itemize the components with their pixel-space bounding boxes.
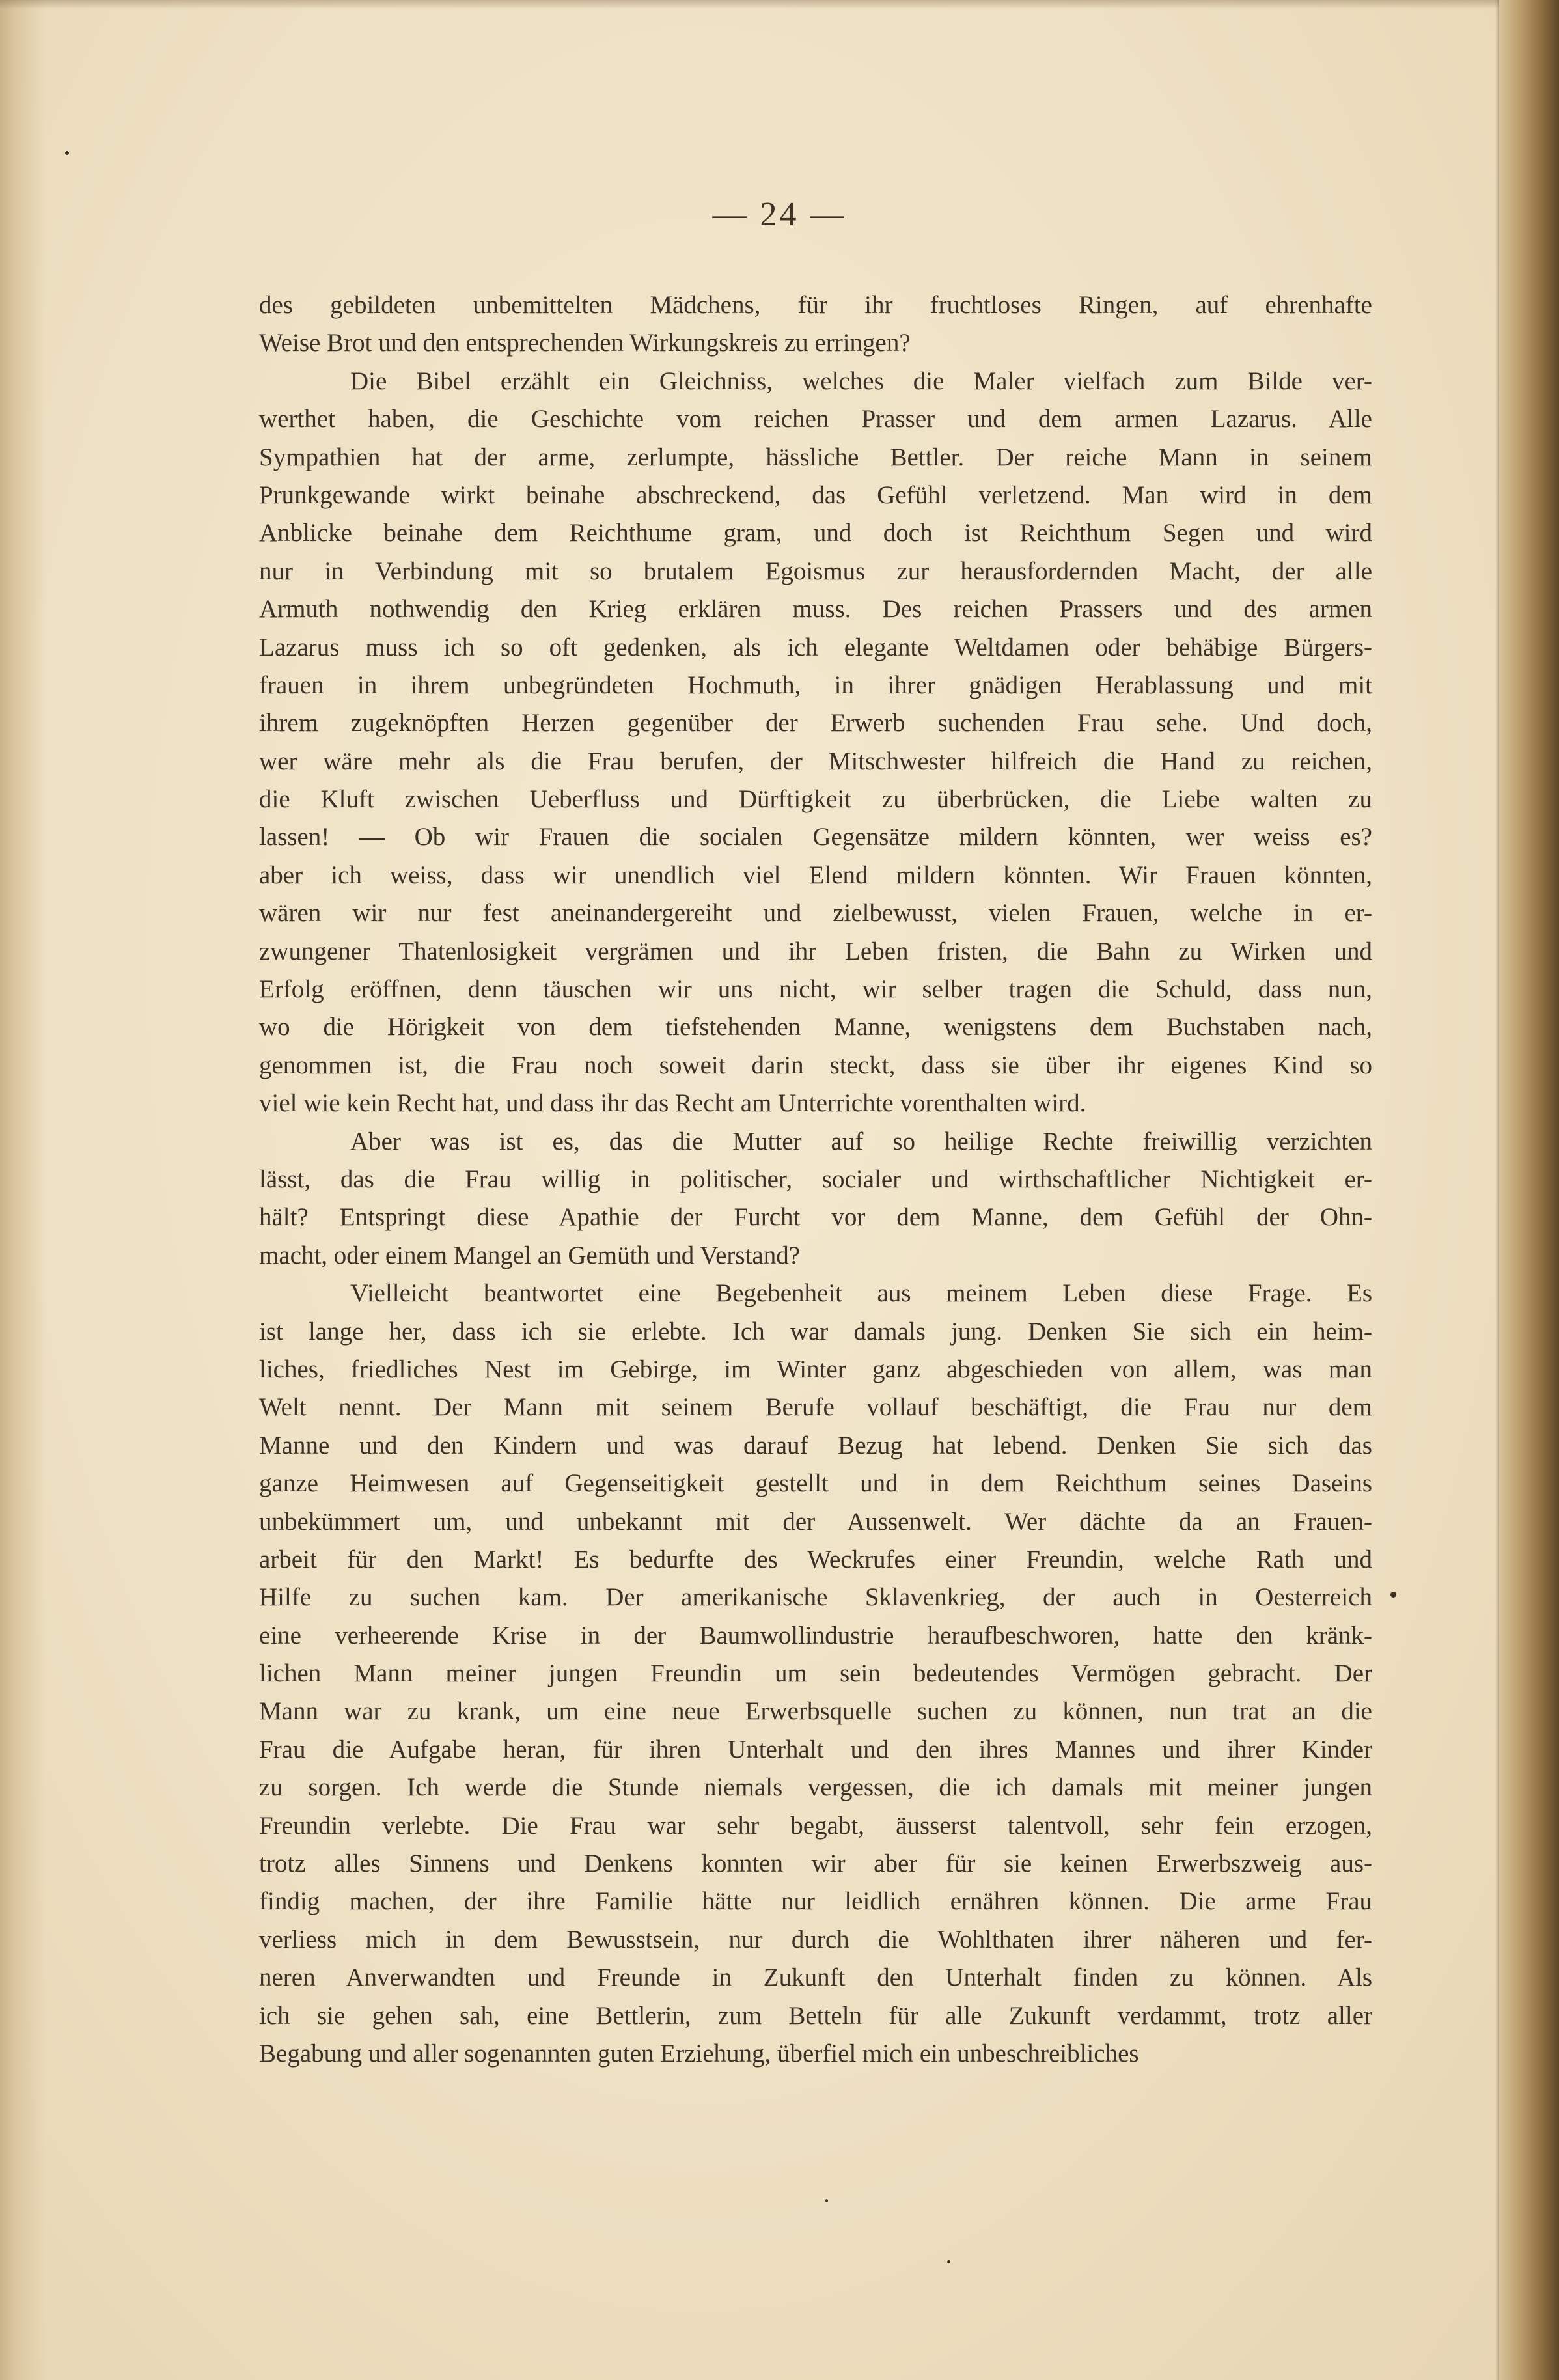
text-line: ich sie gehen sah, eine Bettlerin, zum Betteln für alle Zukunft verdammt, trotz aller: [259, 2001, 1372, 2030]
text-line: Mann war zu krank, um eine neue Erwerbsquelle suchen zu können, nun trat an die: [259, 1697, 1372, 1726]
text-line: eine verheerende Krise in der Baumwollindustrie heraufbeschworen, hatte den kränk-: [259, 1621, 1372, 1650]
text-line: macht, oder einem Mangel an Gemüth und Verstand?: [259, 1241, 801, 1269]
body-text: [259, 286, 1372, 2073]
text-line: trotz alles Sinnens und Denkens konnten wir aber für sie keinen Erwerbszweig aus-: [259, 1849, 1372, 1878]
paragraph: [259, 1275, 1372, 2073]
text-line: Hilfe zu suchen kam. Der amerikanische Sklavenkrieg, der auch in Oesterreich: [259, 1583, 1372, 1612]
text-line: lassen! — Ob wir Frauen die socialen Gegensätze mildern könnten, wer weiss es?: [259, 823, 1372, 851]
text-line: wer wäre mehr als die Frau berufen, der Mitschwester hilfreich die Hand zu reichen,: [259, 747, 1372, 775]
text-line: ihrem zugeknöpften Herzen gegenüber der Erwerb suchenden Frau sehe. Und doch,: [259, 709, 1372, 738]
text-line: frauen in ihrem unbegründeten Hochmuth, in ihrer gnädigen Herablassung und mit: [259, 671, 1372, 699]
text-line: ganze Heimwesen auf Gegenseitigkeit gestellt und in dem Reichthum seines Daseins: [259, 1469, 1372, 1498]
paper-speck: [947, 2260, 950, 2263]
text-line: verliess mich in dem Bewusstsein, nur durch die Wohlthaten ihrer näheren und fer-: [259, 1925, 1372, 1954]
text-line: Prunkgewande wirkt beinahe abschreckend, das Gefühl verletzend. Man wird in dem: [259, 480, 1372, 509]
book-page-edge: [1499, 0, 1559, 2380]
text-line: unbekümmert um, und unbekannt mit der Aussenwelt. Wer dächte da an Frauen-: [259, 1507, 1372, 1536]
text-line: Welt nennt. Der Mann mit seinem Berufe vollauf beschäftigt, die Frau nur dem: [259, 1393, 1372, 1422]
text-line: genommen ist, die Frau noch soweit darin steckt, dass sie über ihr eigenes Kind so: [259, 1051, 1372, 1079]
text-line: Vielleicht beantwortet eine Begebenheit aus meinem Leben diese Frage. Es: [350, 1279, 1372, 1308]
text-line: Die Bibel erzählt ein Gleichniss, welches die Maler vielfach zum Bilde ver-: [350, 367, 1372, 395]
text-line: lässt, das die Frau willig in politischer, socialer und wirthschaftlicher Nichtigkeit er-: [259, 1165, 1372, 1193]
text-line: Anblicke beinahe dem Reichthume gram, und doch ist Reichthum Segen und wird: [259, 519, 1372, 547]
text-line: Weise Brot und den entsprechenden Wirkungskreis zu erringen?: [259, 329, 911, 357]
text-line: die Kluft zwischen Ueberfluss und Dürftigkeit zu überbrücken, die Liebe walten zu: [259, 785, 1372, 814]
text-line: wo die Hörigkeit von dem tiefstehenden Manne, wenigstens dem Buchstaben nach,: [259, 1013, 1372, 1042]
text-line: aber ich weiss, dass wir unendlich viel Elend mildern könnten. Wir Frauen könnten,: [259, 861, 1372, 889]
text-line: viel wie kein Recht hat, und dass ihr das Recht am Unterrichte vorenthalten wird.: [259, 1089, 1086, 1118]
text-line: Freundin verlebte. Die Frau war sehr begabt, äusserst talentvoll, sehr fein erzogen,: [259, 1811, 1372, 1840]
paper-speck: [1390, 1592, 1396, 1598]
text-line: ist lange her, dass ich sie erlebte. Ich war damals jung. Denken Sie sich ein heim-: [259, 1317, 1372, 1346]
text-line: liches, friedliches Nest im Gebirge, im Winter ganz abgeschieden von allem, was man: [259, 1355, 1372, 1383]
text-line: Sympathien hat der arme, zerlumpte, hässliche Bettler. Der reiche Mann in seinem: [259, 443, 1372, 471]
text-line: zu sorgen. Ich werde die Stunde niemals vergessen, die ich damals mit meiner jungen: [259, 1773, 1372, 1802]
text-line: Aber was ist es, das die Mutter auf so heilige Rechte freiwillig verzichten: [350, 1127, 1372, 1155]
text-line: zwungener Thatenlosigkeit vergrämen und ihr Leben fristen, die Bahn zu Wirken und: [259, 937, 1372, 965]
book-gutter: [0, 0, 46, 2380]
paragraph: [259, 1123, 1372, 1275]
text-line: des gebildeten unbemittelten Mädchens, für ihr fruchtloses Ringen, auf ehrenhafte: [259, 291, 1372, 319]
paragraph: [259, 363, 1372, 1123]
paragraph: [259, 286, 1372, 363]
text-line: nur in Verbindung mit so brutalem Egoismus zur herausfordernden Macht, der alle: [259, 557, 1372, 585]
text-line: lichen Mann meiner jungen Freundin um sein bedeutendes Vermögen gebracht. Der: [259, 1659, 1372, 1688]
text-line: hält? Entspringt diese Apathie der Furcht vor dem Manne, dem Gefühl der Ohn-: [259, 1203, 1372, 1232]
text-line: arbeit für den Markt! Es bedurfte des Weckrufes einer Freundin, welche Rath und: [259, 1545, 1372, 1573]
text-line: neren Anverwandten und Freunde in Zukunft den Unterhalt finden zu können. Als: [259, 1963, 1372, 1992]
text-line: Lazarus muss ich so oft gedenken, als ich elegante Weltdamen oder behäbige Bürgers-: [259, 633, 1372, 661]
paper-speck: [825, 2199, 828, 2202]
text-line: Armuth nothwendig den Krieg erklären muss. Des reichen Prassers und des armen: [259, 595, 1372, 624]
text-line: Erfolg eröffnen, denn täuschen wir uns nicht, wir selber tragen die Schuld, dass nun,: [259, 975, 1372, 1004]
page-number: — 24 —: [712, 196, 847, 233]
top-edge-shadow: [0, 0, 1559, 9]
text-line: Begabung und aller sogenannten guten Erziehung, überfiel mich ein unbeschreibliches: [259, 2039, 1139, 2068]
text-line: Manne und den Kindern und was darauf Bezug hat lebend. Denken Sie sich das: [259, 1431, 1372, 1460]
text-line: wären wir nur fest aneinandergereiht und zielbewusst, vielen Frauen, welche in er-: [259, 899, 1372, 928]
paper-speck: [65, 151, 69, 155]
text-line: findig machen, der ihre Familie hätte nur leidlich ernähren können. Die arme Frau: [259, 1887, 1372, 1916]
text-line: Frau die Aufgabe heran, für ihren Unterhalt und den ihres Mannes und ihrer Kinder: [259, 1735, 1372, 1764]
text-line: werthet haben, die Geschichte vom reichen Prasser und dem armen Lazarus. Alle: [259, 405, 1372, 434]
